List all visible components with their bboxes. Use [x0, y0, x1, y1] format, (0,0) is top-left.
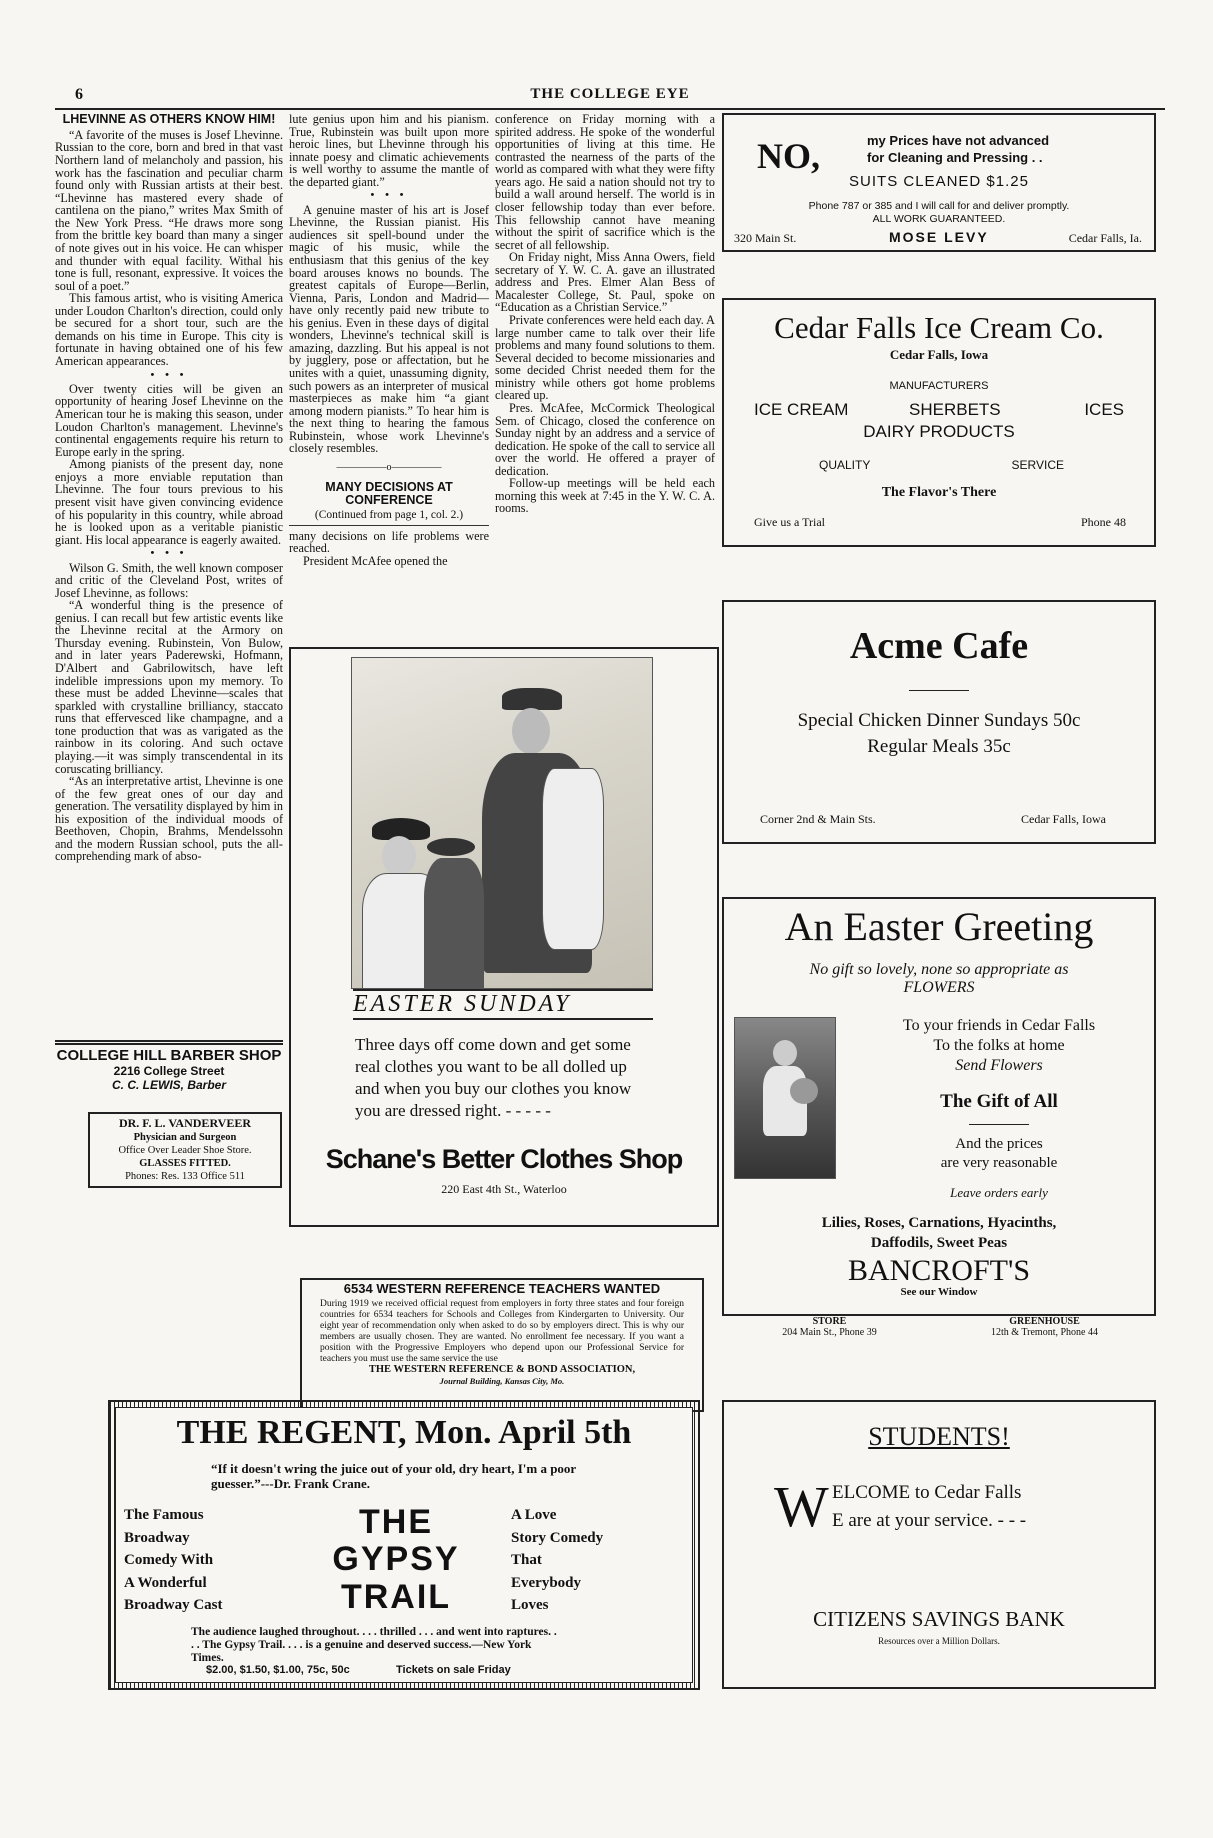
figure-man-jacket — [542, 768, 604, 950]
bancroft-flowers-ad — [722, 897, 1156, 1316]
gypsy-3: TRAIL — [340, 1577, 452, 1616]
bancroft-t1: To your friends in Cedar Falls — [902, 1017, 1096, 1034]
col3-paragraph: Follow-up meetings will be held each morning this week at 7:45 in the Y. W. C. A. rooms. — [495, 476, 715, 516]
regent-title: THE REGENT, Mon. April 5th — [176, 1414, 632, 1451]
separator-line: —————o————— — [336, 461, 442, 473]
regent-right — [511, 1504, 603, 1617]
regent-review: The audience laughed throughout. . . . thrilled . . . and went into raptures. . . . The Gypsy Trail. . . . is a genuine and deserved success.—New York Times. — [191, 1626, 557, 1665]
col1-paragraph: Wilson G. Smith, the well known composer and critic of the Cleveland Post, writes of Josef Lhevinne, as follows: — [55, 560, 283, 600]
acme-name: Acme Cafe — [849, 625, 1029, 667]
teachers-body: During 1919 we received official request from employers in forty three states and four foreign countries for 6534 teachers for Schools and Colleges from Kindergarten to University. Our eight year of recommendation only when asked to do so by employers direct. This is why our members are usually chosen. They are wanted. No enrollment fee necessary. If you want a position with the Progressive Employers who depend upon our Professional Service for teachers you must use the same service the use — [320, 1298, 684, 1364]
icecream-trial: Give us a Trial — [754, 515, 826, 529]
column-1 — [55, 113, 283, 1033]
gypsy-1: THE — [359, 1503, 433, 1541]
bank-line1: ELCOME to Cedar Falls — [832, 1482, 1022, 1503]
col2-paragraph: A genuine master of his art is Josef Lhevinne, the Russian pianist. His audiences sit spell-bound under the magic of his music, while the enthusiasm that this genius of the key board arouses knows no bounds. The greatest capitals of Europe—Berlin, Vienna, Paris, London and Madrid—have only recently paid new tribute to his genius. Even in these days of digital wonders, Lhevinne's technical skill is amazing, dazzling. But his appeal is not by jugglery, pose or affectation, but he unites with a quiet, unassuming dignity, such powers as an interpreter of musical masterpieces as make him “a giant among modern pianists.” To hear him is the next thing to hearing the famous Rubinstein, whose work Lhevinne's closely resembles. — [289, 202, 489, 456]
ice-cream-ad — [722, 298, 1156, 547]
regent-left — [124, 1504, 222, 1617]
schane-clothes-ad — [289, 647, 719, 1227]
bank-big-w: W — [774, 1474, 829, 1539]
levy-address: 320 Main St. — [734, 231, 797, 245]
barber-street: 2216 College Street — [113, 1064, 225, 1078]
teachers-agency-ad — [300, 1278, 704, 1412]
product-ices: ICES — [1084, 400, 1124, 419]
acme-dinner: Special Chicken Dinner Sundays 50c — [797, 710, 1081, 731]
bank-resources: Resources over a Million Dollars. — [878, 1636, 1000, 1646]
col3-paragraph: Pres. McAfee, McCormick Theological Sem. of Chicago, closed the conference on Sunday night by an address and a service of dedication. He spoke of the call to service all over the world. He offered a prayer of dedication. — [495, 400, 715, 478]
product-sherbets: SHERBETS — [909, 400, 1001, 419]
icecream-phone: Phone 48 — [1081, 515, 1126, 529]
gypsy-2: GYPSY — [332, 1540, 460, 1579]
easter-greeting-title: An Easter Greeting — [784, 904, 1094, 949]
students-heading: STUDENTS! — [868, 1422, 1010, 1451]
regent-theatre-ad — [108, 1400, 700, 1690]
icecream-quality: QUALITY — [819, 458, 871, 472]
product-ice-cream: ICE CREAM — [754, 400, 849, 419]
easter-sunday-heading: EASTER SUNDAY — [353, 989, 653, 1020]
column-3 — [495, 113, 715, 643]
doctor-glasses: GLASSES FITTED. — [139, 1158, 231, 1170]
doctor-office: Office Over Leader Shoe Store. — [118, 1145, 252, 1157]
child-head — [773, 1040, 797, 1066]
levy-suits: SUITS CLEANED $1.25 — [849, 173, 1029, 190]
conference-title: MANY DECISIONS AT CONFERENCE — [325, 480, 453, 508]
teachers-address: Journal Building, Kansas City, Mo. — [439, 1375, 565, 1386]
teachers-assoc: THE WESTERN REFERENCE & BOND ASSOCIATION, — [368, 1364, 636, 1376]
fashion-illustration — [351, 657, 653, 989]
col1-paragraph: “A wonderful thing is the presence of genius. I can recall but few artistic events like the Lhevinne recital at the Armory on Thursday evening. Rubinstein, Von Bulow, and in later years Paderewski, Hofmann, D'Albert and Gabrilowitsch, have left indelible impressions upon my memory. To these must be added Lhevinne—scales that sparkled with crystalline brilliancy, staccato runs that effervesced like champagne, and a tone production that was as varigated as the rainbow in its coloring. And such octave playing.—it was simply transcendental in its coruscating brilliancy. — [55, 598, 283, 776]
regent-left-5: Broadway Cast — [124, 1597, 223, 1613]
bancroft-flowers-1: Lilies, Roses, Carnations, Hyacinths, — [821, 1215, 1057, 1231]
schane-name: Schane's Better Clothes Shop — [325, 1144, 683, 1174]
col1-paragraph: Among pianists of the present day, none enjoys a more enviable reputation than Lhevinne. The four tours previous to his present visit have given convincing evidence of his popularity in this country, while abroad he is looked upon as a veritable pianistic giant. His local appearance is eagerly awaited. — [55, 457, 283, 547]
product-dairy: DAIRY PRODUCTS — [863, 422, 1015, 441]
acme-rule — [909, 690, 969, 691]
regent-left-1: The Famous — [124, 1507, 204, 1523]
col1-paragraph: Over twenty cities will be given an opportunity of hearing Josef Lhevinne on the American tour he is making this season, under Loudon Charlton's management. Lhevinne's continental engagements require his return to Europe early in the spring. — [55, 381, 283, 459]
figure-man-head — [512, 708, 550, 754]
acme-meals: Regular Meals 35c — [867, 736, 1011, 757]
lhevinne-title: LHEVINNE AS OTHERS KNOW HIM! — [62, 113, 276, 126]
bancroft-greenhouse — [937, 1316, 1152, 1338]
figure-man2-hat — [427, 838, 475, 856]
bancroft-sub: No gift so lovely, none so appropriate as FLOWERS — [809, 961, 1069, 996]
regent-right-2: Story Comedy — [511, 1529, 604, 1546]
mose-levy-ad — [722, 113, 1156, 252]
icecream-name: Cedar Falls Ice Cream Co. — [774, 310, 1104, 345]
col1-paragraph: “A favorite of the muses is Josef Lhevinne. Russian to the core, born and bred in that vast Northern land of melancholy and passion, his work has the fascination and peculiar charm found only with Russian artists at their best. “Lhevinne has mastered every shade of cantilena on the piano,” writes Max Smith of the New York Press. “He draws more song from the brittle key board than many a singer of note gives out in his voice. He can whisper and thunder with equal facility. Withal his tone is full, resonant, expressive. It voices the soul of a poet.” — [55, 127, 283, 293]
page-header — [55, 86, 1165, 110]
regent-inner — [115, 1407, 693, 1683]
bancroft-rule — [969, 1124, 1029, 1125]
masthead: THE COLLEGE EYE — [530, 86, 690, 102]
regent-right-1: A Love — [511, 1507, 557, 1523]
greenhouse-label: GREENHOUSE — [1009, 1316, 1080, 1327]
col3-paragraph: Private conferences were held each day. A large number came to talk over their life problems and many found solutions to them. Several decided to become missionaries and some decided Christ needed them for the ministry while others got home problems cleared up. — [495, 313, 715, 403]
bancroft-name: BANCROFT'S — [847, 1254, 1031, 1287]
levy-guarantee: ALL WORK GUARANTEED. — [872, 213, 1006, 225]
bank-line2: E are at your service. - - - — [832, 1510, 1027, 1531]
acme-corner: Corner 2nd & Main Sts. — [760, 812, 876, 826]
levy-line1: my Prices have not advanced — [867, 133, 1050, 148]
levy-no: NO, — [757, 136, 820, 176]
regent-right-5: Loves — [511, 1597, 549, 1613]
regent-right-3: That — [511, 1552, 542, 1568]
figure-man-hat — [502, 688, 562, 710]
regent-left-4: A Wonderful — [124, 1574, 207, 1591]
regent-big-title — [296, 1504, 496, 1616]
bancroft-p1: And the prices — [955, 1136, 1043, 1152]
bancroft-window: See our Window — [900, 1286, 978, 1298]
doctor-name: DR. F. L. VANDERVEER — [118, 1116, 252, 1130]
barber-owner: C. C. LEWIS, Barber — [111, 1078, 227, 1092]
barber-ad — [55, 1040, 283, 1117]
bancroft-t3: Send Flowers — [955, 1057, 1043, 1074]
flower-bunch — [790, 1078, 818, 1104]
col3-paragraph: conference on Friday morning with a spirited address. He spoke of the wonderful opportunities of living at this time. He contrasted the nearness of the parts of the world as compared with what they were fifty years ago. He said a nation should not try to build a wall around herself. The world is in closer fellowship today than ever before. This fellowship cannot have meaning without the spirit of sacrifice which is the secret of all fellowship. — [495, 113, 715, 252]
store-label: STORE — [812, 1316, 847, 1327]
regent-left-2: Broadway — [124, 1529, 190, 1546]
bancroft-gift: The Gift of All — [940, 1091, 1058, 1112]
icecream-city: Cedar Falls, Iowa — [889, 347, 989, 362]
bank-name: CITIZENS SAVINGS BANK — [813, 1607, 1065, 1631]
col2-paragraph: President McAfee opened the — [303, 553, 448, 568]
greenhouse-address: 12th & Tremont, Phone 44 — [991, 1327, 1098, 1338]
regent-left-3: Comedy With — [124, 1552, 214, 1568]
col1-paragraph: “As an interpretative artist, Lhevinne is one of the few great ones of our day and generation. The versatility displayed by him in his exposition of the individual moods of Beethoven, Chopin, Brahms, Mendelssohn and the modern Russian school, puts the all-comprehending mark of abso- — [55, 774, 283, 864]
bancroft-orders: Leave orders early — [950, 1185, 1048, 1200]
regent-quote: “If it doesn't wring the juice out of your old, dry heart, I'm a poor guesser.”---Dr. Frank Crane. — [211, 1461, 576, 1491]
bancroft-p2: are very reasonable — [940, 1155, 1058, 1171]
regent-prices: $2.00, $1.50, $1.00, 75c, 50c — [206, 1664, 350, 1676]
teachers-title: 6534 WESTERN REFERENCE TEACHERS WANTED — [343, 1281, 661, 1296]
levy-line2: for Cleaning and Pressing . . — [867, 150, 1043, 165]
page-number: 6 — [75, 86, 83, 103]
schane-address: 220 East 4th St., Waterloo — [441, 1182, 567, 1196]
bancroft-t2: To the folks at home — [933, 1037, 1065, 1054]
col2-paragraph: many decisions on life problems were reached. — [289, 528, 489, 556]
doctor-phones: Phones: Res. 133 Office 511 — [125, 1171, 245, 1183]
regent-right-4: Everybody — [511, 1574, 582, 1591]
continued-note: (Continued from page 1, col. 2.) — [289, 510, 489, 526]
bancroft-store — [722, 1316, 937, 1338]
doctor-title: Physician and Surgeon — [133, 1132, 237, 1143]
doctor-ad — [88, 1112, 282, 1188]
icecream-manufacturers: MANUFACTURERS — [889, 380, 989, 392]
acme-cafe-ad — [722, 600, 1156, 844]
levy-name: MOSE LEVY — [889, 229, 989, 245]
figure-woman-head — [382, 836, 416, 876]
citizens-bank-ad — [722, 1400, 1156, 1689]
column-2 — [289, 113, 489, 643]
barber-name: COLLEGE HILL BARBER SHOP — [56, 1047, 282, 1064]
col1-paragraph: This famous artist, who is visiting America under Loudon Charlton's direction, could only be secured for a short tour, such are the demands on his time in Europe. This city is fortunate in having obtained one of his few American appearances. — [55, 291, 283, 368]
acme-city: Cedar Falls, Iowa — [1021, 812, 1106, 826]
separator-stars: • • • — [150, 547, 188, 560]
levy-phone: Phone 787 or 385 and I will call for and deliver promptly. — [808, 200, 1070, 212]
icecream-service: SERVICE — [1011, 458, 1064, 472]
bancroft-flowers-2: Daffodils, Sweet Peas — [870, 1235, 1008, 1251]
levy-city: Cedar Falls, Ia. — [1068, 231, 1142, 245]
regent-tickets: Tickets on sale Friday — [396, 1664, 511, 1676]
icecream-flavor: The Flavor's There — [881, 485, 997, 500]
schane-copy: Three days off come down and get some real clothes you want to be all dolled up and when you buy our clothes you know you are dressed right. - - - - - — [355, 1035, 632, 1121]
store-address: 204 Main St., Phone 39 — [782, 1327, 877, 1338]
col3-paragraph: On Friday night, Miss Anna Owers, field secretary of Y. W. C. A. gave an illustrated address and Pres. Elmer Alan Bess of Macalester College, St. Paul, spoke on “Education as a Christian Service.” — [495, 250, 715, 315]
child-flowers-photo — [734, 1017, 836, 1179]
separator-stars: • • • — [150, 368, 188, 381]
figure-man2-body — [424, 858, 484, 988]
separator-stars: • • • — [370, 189, 408, 202]
col2-paragraph: lute genius upon him and his pianism. True, Rubinstein was built upon more heroic lines, but Lhevinne through his innate poesy and climatic achievements is well worthy to assume the mantle of the departed giant.” — [289, 113, 489, 189]
